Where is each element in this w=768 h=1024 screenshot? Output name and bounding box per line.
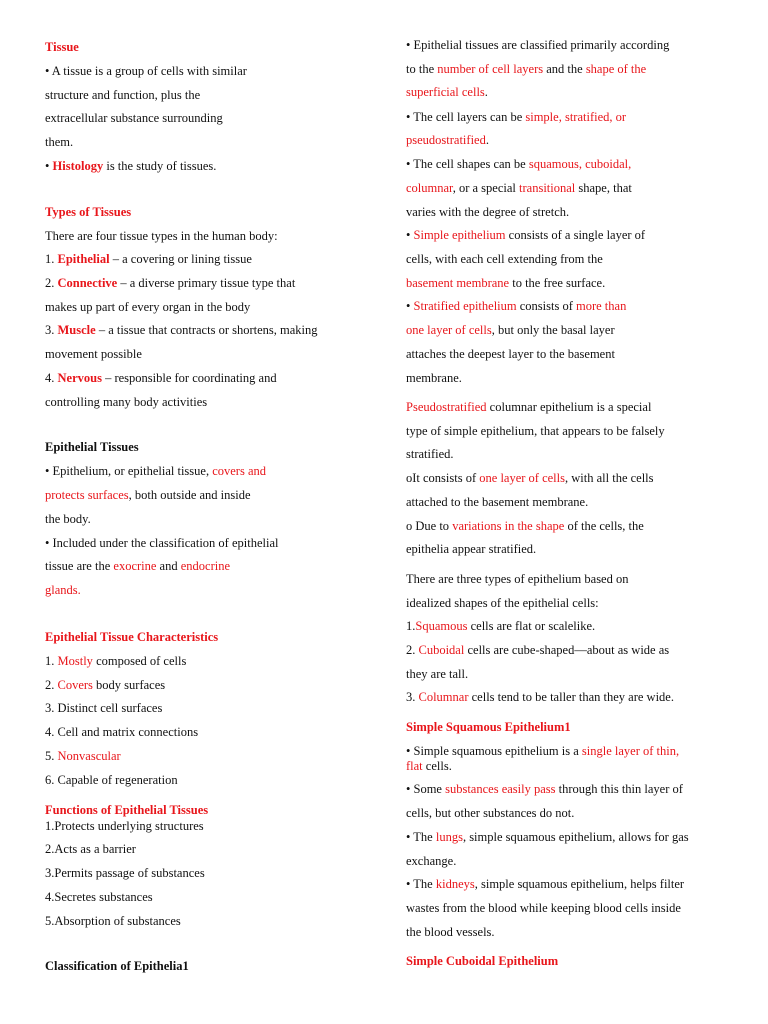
text-run: • Simple squamous epithelium is a [406,744,582,758]
highlighted-term: Mostly [57,654,93,668]
text-run: 5.Absorption of substances [45,914,181,928]
text-run: cells are cube-shaped—about as wide as [464,643,670,657]
highlighted-term: Epithelial [57,252,110,266]
text-line [406,85,488,100]
highlighted-term: Nonvascular [57,749,121,763]
text-run: type of simple epithelium, that appears to be falsely [406,424,665,438]
text-line [45,371,277,386]
text-run: and [156,559,181,573]
text-run: makes up part of every organ in the body [45,300,251,314]
text-line [45,678,165,693]
text-line [406,542,536,557]
text-run: controlling many body activities [45,395,208,409]
text-line [406,110,626,125]
text-line [45,323,318,338]
text-run: stratified. [406,447,454,461]
highlighted-term: Covers [57,678,93,692]
text-line [406,400,651,415]
text-line [406,62,646,77]
text-run: There are four tissue types in the human body: [45,229,278,243]
text-line [406,323,615,338]
text-line [45,276,295,291]
text-run: the body. [45,512,91,526]
text-line [406,643,669,658]
text-line [45,464,266,479]
highlighted-term: covers and [212,464,266,478]
text-run: , with all the cells [565,471,654,485]
section-heading [406,720,571,735]
text-run: to the free surface. [509,276,606,290]
text-line [45,725,198,740]
text-run: cells. [422,759,452,773]
text-run: columnar epithelium is a special [486,400,652,414]
text-line [406,252,603,267]
text-run: 2. [45,678,58,692]
text-run: • The cell layers can be [406,110,526,124]
highlighted-term: kidneys [435,877,475,891]
text-run: they are tall. [406,667,469,681]
text-run: to the [406,62,438,76]
text-line [45,229,278,244]
text-line [45,866,205,881]
highlighted-term: one layer of cells [479,471,565,485]
text-run: body surfaces [92,678,166,692]
text-run: • A tissue is a group of cells with similar [45,64,247,78]
section-heading [406,954,558,969]
text-line [45,512,91,527]
text-run: 3. [406,690,419,704]
text-run: – a tissue that contracts or shortens, making [95,323,318,337]
text-line [45,583,81,598]
highlighted-term: number of cell layers [437,62,544,76]
text-run: cells are flat or scalelike. [467,619,596,633]
text-run: 1. [406,619,416,633]
highlighted-term: columnar [406,181,453,195]
text-line [45,135,73,150]
text-line [406,371,462,386]
text-line [45,559,230,574]
highlighted-term: Simple epithelium [413,228,506,242]
highlighted-term: Simple Cuboidal Epithelium [406,954,559,968]
text-run: cells, but other substances do not. [406,806,575,820]
highlighted-term: single layer of thin, [581,744,680,758]
text-line [406,619,595,634]
text-line [406,667,468,682]
text-run: – a diverse primary tissue type that [117,276,296,290]
text-run: consists of a single layer of [505,228,646,242]
text-run: cells tend to be taller than they are wide. [468,690,674,704]
text-run: 3.Permits passage of substances [45,866,205,880]
text-line [45,536,278,551]
highlighted-term: Stratified epithelium [413,299,517,313]
text-line [45,395,207,410]
text-run: . [484,85,488,99]
text-run: extracellular substance surrounding [45,111,223,125]
highlighted-term: endocrine [180,559,231,573]
text-run: 2. [406,643,419,657]
text-run: consists of [516,299,576,313]
text-run: , but only the basal layer [491,323,615,337]
highlighted-term: transitional [519,181,576,195]
text-run: , or a special [452,181,520,195]
text-run: varies with the degree of stretch. [406,205,570,219]
text-line [406,157,631,172]
text-line [406,228,645,243]
text-run: idealized shapes of the epithelial cells: [406,596,599,610]
text-run: – a covering or lining tissue [109,252,252,266]
highlighted-term: Columnar [418,690,469,704]
text-run: wastes from the blood while keeping blood cells inside [406,901,681,915]
text-line [45,64,247,79]
highlighted-term: exocrine [113,559,157,573]
text-line [45,842,136,857]
highlighted-term: lungs [435,830,463,844]
text-run: 1. [45,252,58,266]
text-run: is the study of tissues. [103,159,217,173]
text-run: 3. Distinct cell surfaces [45,701,163,715]
text-line [406,276,605,291]
text-run: There are three types of epithelium based on [406,572,629,586]
text-line [45,701,162,716]
text-run: 3. [45,323,58,337]
highlighted-term: pseudostratified [406,133,486,147]
text-line [406,133,489,148]
text-line [406,596,599,611]
text-run: of the cells, the [564,519,644,533]
text-line [45,159,216,174]
highlighted-term: basement membrane [406,276,510,290]
section-heading [45,205,131,220]
text-line [406,877,684,892]
text-line [45,347,142,362]
text-run: them. [45,135,74,149]
section-heading [45,959,189,974]
text-run: movement possible [45,347,142,361]
text-run: exchange. [406,854,457,868]
text-line [406,572,628,587]
text-run: • Included under the classification of epithelial [45,536,279,550]
text-run: • The [406,830,436,844]
text-line [406,806,574,821]
highlighted-term: Types of Tissues [45,205,132,219]
text-run: 4. Cell and matrix connections [45,725,199,739]
text-line [45,300,250,315]
section-heading [45,630,218,645]
text-run: • The cell shapes can be [406,157,529,171]
text-run: 5. [45,749,58,763]
text-line [406,347,615,362]
text-run: cells, with each cell extending from the [406,252,603,266]
text-line [45,88,200,103]
highlighted-term: Connective [57,276,118,290]
highlighted-term: Muscle [57,323,96,337]
text-line [45,914,181,929]
text-run: • The [406,877,436,891]
text-line [406,925,495,940]
text-run: epithelia appear stratified. [406,542,537,556]
text-run: • [406,299,414,313]
text-line [406,519,644,534]
highlighted-term: Nervous [57,371,102,385]
text-line [406,830,689,845]
highlighted-term: Simple Squamous Epithelium1 [406,720,571,734]
text-run: • [406,228,414,242]
section-heading [45,40,79,55]
text-run: • Epithelium, or epithelial tissue, [45,464,213,478]
section-heading [45,440,139,455]
text-line [406,471,654,486]
text-run: 2. [45,276,58,290]
highlighted-term: Squamous [415,619,468,633]
text-run: composed of cells [92,654,187,668]
text-line [45,488,251,503]
text-run: Classification of Epithelia1 [45,959,189,973]
text-line [45,890,153,905]
highlighted-term: Epithelial Tissue Characteristics [45,630,219,644]
text-run: • Epithelial tissues are classified primarily according [406,38,670,52]
text-run: through this thin layer of [555,782,683,796]
text-line [406,447,454,462]
highlighted-term: Cuboidal [418,643,465,657]
text-line [45,252,252,267]
highlighted-term: Histology [52,159,104,173]
text-run: shape, that [575,181,632,195]
text-line [406,299,626,314]
highlighted-term: protects surfaces [45,488,129,502]
highlighted-term: simple, stratified, or [525,110,627,124]
text-run: , simple squamous epithelium, helps filter [474,877,685,891]
text-line [45,819,204,834]
text-line [406,495,588,510]
section-heading [45,803,208,818]
highlighted-term: variations in the shape [452,519,565,533]
text-line [406,901,681,916]
text-run: oIt consists of [406,471,480,485]
highlighted-term: glands. [45,583,81,597]
highlighted-term: shape of the [585,62,647,76]
highlighted-term: flat [406,759,423,773]
text-run: • [45,159,53,173]
text-run: 2.Acts as a barrier [45,842,136,856]
highlighted-term: Functions of Epithelial Tissues [45,803,209,817]
text-line [45,773,178,788]
text-line [406,854,456,869]
text-run: . [485,133,489,147]
text-line [406,690,674,705]
text-run: attaches the deepest layer to the basement [406,347,615,361]
highlighted-term: more than [576,299,627,313]
text-run: and the [543,62,586,76]
text-run: • Some [406,782,446,796]
text-run: , both outside and inside [128,488,251,502]
text-run: , simple squamous epithelium, allows for gas [462,830,689,844]
text-line [406,782,683,797]
text-run: tissue are the [45,559,114,573]
text-line [406,744,679,759]
text-run: the blood vessels. [406,925,495,939]
text-line [406,205,569,220]
text-run: 4.Secretes substances [45,890,153,904]
highlighted-term: substances easily pass [445,782,556,796]
highlighted-term: Pseudostratified [406,400,487,414]
text-line [45,749,121,764]
text-line [406,424,665,439]
text-run: membrane. [406,371,462,385]
text-line [406,38,669,53]
highlighted-term: one layer of cells [406,323,492,337]
text-line [45,111,223,126]
highlighted-term: superficial cells [406,85,485,99]
text-run: 6. Capable of regeneration [45,773,178,787]
text-run: Epithelial Tissues [45,440,139,454]
text-run: o Due to [406,519,453,533]
text-line [45,654,186,669]
text-run: 1.Protects underlying structures [45,819,204,833]
text-run: 4. [45,371,58,385]
text-run: – responsible for coordinating and [101,371,277,385]
text-run: structure and function, plus the [45,88,201,102]
highlighted-term: Tissue [45,40,79,54]
highlighted-term: squamous, cuboidal, [528,157,632,171]
text-run: 1. [45,654,58,668]
text-line [406,181,632,196]
text-line [406,759,452,774]
text-run: attached to the basement membrane. [406,495,589,509]
